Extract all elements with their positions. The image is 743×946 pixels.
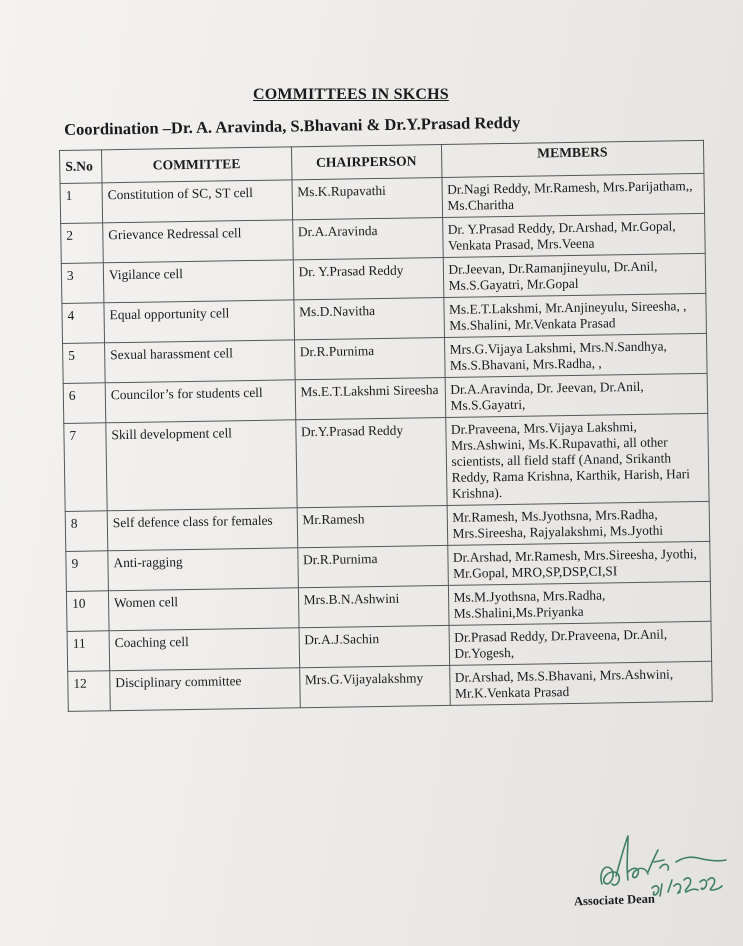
cell-chairperson: Ms.E.T.Lakshmi Sireesha: [295, 377, 446, 419]
cell-committee: Coaching cell: [109, 628, 299, 671]
document-title: COMMITTEES IN SKCHS: [253, 86, 449, 103]
cell-committee: Skill development cell: [106, 420, 297, 511]
cell-members: Dr.Arshad, Mr.Ramesh, Mrs.Sireesha, Jyothi, Mr.Gopal, MRO,SP,DSP,CI,SI: [447, 541, 710, 585]
cell-sno: 10: [66, 591, 109, 632]
cell-committee: Equal opportunity cell: [104, 300, 294, 343]
cell-members: Dr.Praveena, Mrs.Vijaya Lakshmi, Mrs.Ashwini, Ms.K.Rupavathi, all other scientists, all field staff (Anand, Srikanth Reddy, Rama Krishna, Karthik, Harish, Hari Krishna).: [445, 413, 709, 505]
cell-members: Mrs.G.Vijaya Lakshmi, Mrs.N.Sandhya, Ms.S.Bhavani, Mrs.Radha, ,: [444, 333, 707, 377]
signature-scribble: [594, 832, 734, 902]
cell-chairperson: Dr.R.Purnima: [294, 337, 445, 379]
cell-committee: Constitution of SC, ST cell: [102, 180, 292, 223]
header-committee: COMMITTEE: [101, 147, 291, 183]
cell-committee: Councilor’s for students cell: [105, 380, 295, 423]
cell-sno: 9: [66, 551, 109, 592]
cell-sno: 11: [67, 631, 110, 672]
header-sno: S.No: [60, 150, 102, 184]
cell-committee: Vigilance cell: [103, 260, 293, 303]
cell-sno: 5: [63, 343, 106, 384]
cell-members: Dr.Nagi Reddy, Mr.Ramesh, Mrs.Parijatham,, Ms.Charitha: [441, 173, 704, 217]
cell-members: Ms.E.T.Lakshmi, Mr.Anjineyulu, Sireesha, , Ms.Shalini, Mr.Venkata Prasad: [443, 293, 706, 337]
table-body: [60, 173, 712, 711]
cell-sno: 4: [62, 303, 105, 344]
cell-committee: Disciplinary committee: [110, 668, 300, 711]
coordination-line: Coordination –Dr. A. Aravinda, S.Bhavani & Dr.Y.Prasad Reddy: [64, 112, 521, 139]
cell-sno: 3: [61, 263, 104, 304]
cell-members: Dr.A.Aravinda, Dr. Jeevan, Dr.Anil, Ms.S.Gayatri,: [445, 373, 708, 417]
cell-members: Dr.Jeevan, Dr.Ramanjineyulu, Dr.Anil, Ms.S.Gayatri, Mr.Gopal: [443, 253, 706, 297]
header-members: MEMBERS: [441, 140, 704, 177]
cell-committee: Grievance Redressal cell: [103, 220, 293, 263]
cell-committee: Anti-ragging: [108, 548, 298, 591]
cell-chairperson: Dr.R.Purnima: [297, 545, 448, 587]
cell-sno: 2: [61, 223, 104, 264]
cell-sno: 12: [68, 671, 111, 712]
cell-chairperson: Dr.Y.Prasad Reddy: [295, 417, 446, 507]
cell-committee: Self defence class for females: [107, 508, 297, 551]
cell-sno: 1: [60, 183, 103, 224]
cell-chairperson: Dr. Y.Prasad Reddy: [293, 257, 444, 299]
header-chairperson: CHAIRPERSON: [291, 144, 441, 179]
cell-chairperson: Dr.A.Aravinda: [292, 217, 443, 259]
cell-sno: 7: [64, 423, 107, 512]
cell-chairperson: Dr.A.J.Sachin: [299, 625, 450, 667]
cell-members: Ms.M.Jyothsna, Mrs.Radha, Ms.Shalini,Ms.Priyanka: [448, 581, 711, 625]
committees-table: [59, 140, 713, 712]
cell-chairperson: Mr.Ramesh: [297, 505, 448, 547]
committees-table-wrapper: [59, 140, 719, 712]
table-row: [64, 413, 709, 511]
cell-sno: 6: [63, 383, 106, 424]
cell-members: Dr.Prasad Reddy, Dr.Praveena, Dr.Anil, Dr.Yogesh,: [449, 621, 712, 665]
cell-members: Mr.Ramesh, Ms.Jyothsna, Mrs.Radha, Mrs.Sireesha, Rajyalakshmi, Ms.Jyothi: [447, 501, 710, 545]
cell-committee: Women cell: [108, 588, 298, 631]
signatory-designation: Associate Dean: [573, 891, 656, 909]
cell-committee: Sexual harassment cell: [105, 340, 295, 383]
cell-members: Dr.Arshad, Ms.S.Bhavani, Mrs.Ashwini, Mr.K.Venkata Prasad: [449, 661, 712, 705]
cell-chairperson: Mrs.G.Vijayalakshmy: [299, 665, 450, 707]
cell-members: Dr. Y.Prasad Reddy, Dr.Arshad, Mr.Gopal, Venkata Prasad, Mrs.Veena: [442, 213, 705, 257]
cell-chairperson: Ms.D.Navitha: [293, 297, 444, 339]
cell-sno: 8: [65, 511, 108, 552]
cell-chairperson: Mrs.B.N.Ashwini: [298, 585, 449, 627]
cell-chairperson: Ms.K.Rupavathi: [292, 177, 443, 219]
